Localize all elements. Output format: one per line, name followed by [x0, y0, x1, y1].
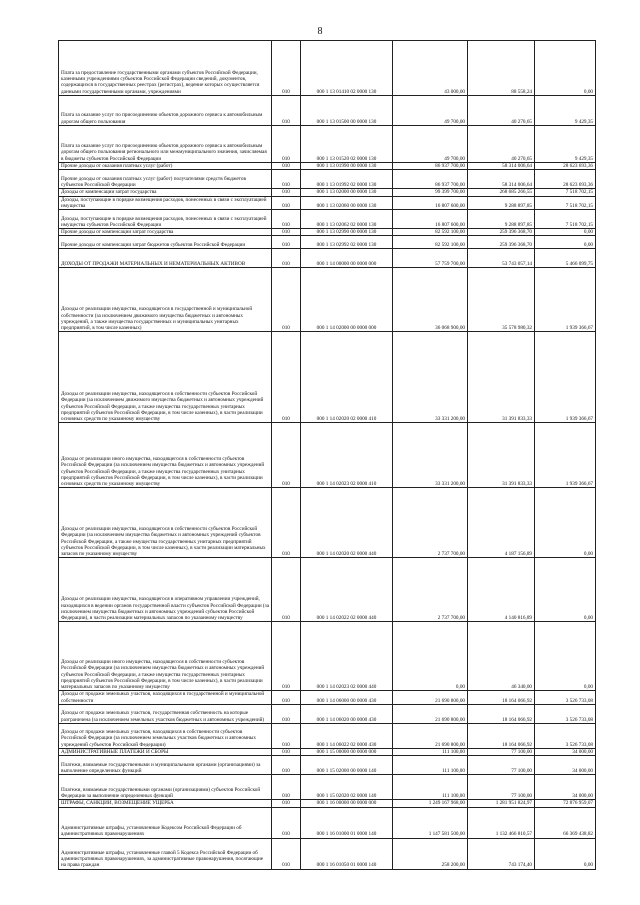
- row-approved: 111 100,00: [393, 756, 468, 775]
- row-approved: 21 690 800,00: [393, 705, 468, 724]
- row-executed: 46 340,00: [468, 622, 535, 691]
- row-name: Доходы от компенсации затрат государства: [59, 189, 272, 196]
- row-budget-code: 000 1 15 02000 00 0000 140: [301, 756, 393, 775]
- table-row: [59, 775, 596, 800]
- row-budget-code: 000 1 14 02023 02 0000 440: [301, 622, 393, 691]
- row-approved: 16 807 600,00: [393, 196, 468, 210]
- row-line-code: 010: [272, 558, 301, 622]
- row-unexecuted: 0,00: [535, 41, 596, 96]
- row-name: Плата за оказание услуг по присоединению объектов дорожного сервиса к автомобильным дорогам общего пользования регионального или межмуниципального значения, зачисляемая в бюджеты субъектов Российской Федерации: [59, 126, 272, 163]
- row-unexecuted: 3 526 733,08: [535, 724, 596, 749]
- row-unexecuted: 0,00: [535, 838, 596, 869]
- row-name: Прочие доходы от компенсации затрат бюджетов субъектов Российской Федерации: [59, 236, 272, 249]
- row-name: Доходы от реализации имущества, находящегося в государственной и муниципальной собственности (за исключением движимого имущества бюджетных и автономных учреждений, а также имущества государственных и муниципальных унитарных предприятий, в том числе казенных): [59, 268, 272, 332]
- row-budget-code: 000 1 13 02060 00 0000 130: [301, 196, 393, 210]
- row-name: Доходы от реализации иного имущества, находящегося в собственности субъектов Российской Федерации (за исключением имущества бюджетных и автономных учреждений субъектов Российской Федерации, а также имущества государственных унитарных предприятий субъектов Российской Федерации, в том числе казенных), в части реализации материальных запасов по указанному имуществу: [59, 622, 272, 691]
- row-executed: 18 164 066,92: [468, 691, 535, 705]
- row-unexecuted: 1 939 366,67: [535, 423, 596, 488]
- row-budget-code: 000 1 15 00000 00 0000 000: [301, 749, 393, 756]
- row-executed: 268 685 266,55: [468, 189, 535, 196]
- row-unexecuted: 0,00: [535, 229, 596, 236]
- row-name: Административные штрафы, установленные Кодексом Российской Федерации об административных правонарушениях: [59, 807, 272, 838]
- row-line-code: 010: [272, 96, 301, 126]
- row-executed: 259 396 368,70: [468, 229, 535, 236]
- row-line-code: 010: [272, 756, 301, 775]
- row-executed: 743 174,40: [468, 838, 535, 869]
- row-line-code: 010: [272, 229, 301, 236]
- row-budget-code: 000 1 13 02992 02 0000 130: [301, 236, 393, 249]
- row-executed: 31 391 833,33: [468, 332, 535, 423]
- row-executed: 18 164 066,92: [468, 705, 535, 724]
- row-line-code: 010: [272, 838, 301, 869]
- row-unexecuted: 66 369 438,82: [535, 807, 596, 838]
- row-line-code: 010: [272, 170, 301, 189]
- row-unexecuted: 34 000,00: [535, 756, 596, 775]
- row-approved: 111 100,00: [393, 749, 468, 756]
- row-executed: 40 270,65: [468, 96, 535, 126]
- row-executed: 9 288 897,85: [468, 196, 535, 210]
- row-unexecuted: 28 623 693,36: [535, 163, 596, 170]
- row-name: Доходы от реализации иного имущества, находящегося в собственности субъектов Российской Федерации (за исключением имущества бюджетных и автономных учреждений субъектов Российской Федерации, а также имущества государственных унитарных предприятий субъектов Российской Федерации, в том числе казенных), в части реализации основных средств по указанному имуществу: [59, 423, 272, 488]
- row-budget-code: 000 1 16 01000 01 0000 140: [301, 807, 393, 838]
- row-line-code: 010: [272, 800, 301, 807]
- table-row: [59, 189, 596, 196]
- table-row: [59, 236, 596, 249]
- row-budget-code: 000 1 13 02000 00 0000 130: [301, 189, 393, 196]
- row-budget-code: 000 1 16 00000 00 0000 000: [301, 800, 393, 807]
- row-line-code: 010: [272, 268, 301, 332]
- row-name: Доходы от продажи земельных участков, находящихся в собственности субъектов Российской Федерации (за исключением земельных участков бюджетных и автономных учреждений субъектов Российской Федерации): [59, 724, 272, 749]
- row-line-code: 010: [272, 189, 301, 196]
- row-line-code: 010: [272, 691, 301, 705]
- row-unexecuted: 1 939 366,67: [535, 268, 596, 332]
- row-executed: 1 132 466 810,57: [468, 807, 535, 838]
- table-row: [59, 229, 596, 236]
- row-name: Прочие доходы от оказания платных услуг (работ): [59, 163, 272, 170]
- row-unexecuted: 0,00: [535, 488, 596, 558]
- row-executed: 88 558,24: [468, 41, 535, 96]
- row-line-code: 010: [272, 724, 301, 749]
- row-approved: 82 592 100,00: [393, 236, 468, 249]
- row-approved: 99 399 700,00: [393, 189, 468, 196]
- row-approved: 36 068 900,00: [393, 268, 468, 332]
- row-name: ШТРАФЫ, САНКЦИИ, ВОЗМЕЩЕНИЕ УЩЕРБА: [59, 800, 272, 807]
- row-budget-code: 000 1 13 01410 02 0000 130: [301, 41, 393, 96]
- row-executed: 18 164 066,92: [468, 724, 535, 749]
- row-line-code: 010: [272, 423, 301, 488]
- row-unexecuted: 3 526 733,08: [535, 705, 596, 724]
- row-line-code: 010: [272, 210, 301, 229]
- row-approved: 33 331 200,00: [393, 423, 468, 488]
- table-row: [59, 332, 596, 423]
- row-unexecuted: 0,00: [535, 622, 596, 691]
- row-unexecuted: 1 939 366,67: [535, 332, 596, 423]
- row-unexecuted: 72 876 959,07: [535, 800, 596, 807]
- row-approved: 57 759 700,00: [393, 249, 468, 268]
- table-row: [59, 691, 596, 705]
- row-name: Платежи, взимаемые государственными и муниципальными органами (организациями) за выполнение определенных функций: [59, 756, 272, 775]
- row-approved: 43 000,00: [393, 41, 468, 96]
- row-budget-code: 000 1 14 02023 02 0000 410: [301, 423, 393, 488]
- table-row: [59, 838, 596, 869]
- table-row: [59, 268, 596, 332]
- row-name: Доходы от реализации имущества, находящегося в собственности субъектов Российской Федерации (за исключением имущества бюджетных и автономных учреждений субъектов Российской Федерации, а также имущества государственных унитарных предприятий субъектов Российской Федерации, в том числе казенных), в части реализации материальных запасов по указанному имуществу: [59, 488, 272, 558]
- row-budget-code: 000 1 13 02990 00 0000 130: [301, 229, 393, 236]
- row-budget-code: 000 1 14 02020 02 0000 410: [301, 332, 393, 423]
- row-approved: 49 700,00: [393, 96, 468, 126]
- row-approved: 1 249 167 968,00: [393, 800, 468, 807]
- table-row: [59, 210, 596, 229]
- table-row: [59, 705, 596, 724]
- table-row: [59, 41, 596, 96]
- row-line-code: 010: [272, 622, 301, 691]
- row-budget-code: 000 1 14 02020 02 0000 440: [301, 488, 393, 558]
- table-row: [59, 423, 596, 488]
- row-executed: 77 100,00: [468, 749, 535, 756]
- table-row: [59, 724, 596, 749]
- row-unexecuted: 9 429,35: [535, 126, 596, 163]
- row-line-code: 010: [272, 488, 301, 558]
- row-line-code: 010: [272, 807, 301, 838]
- table-row: [59, 756, 596, 775]
- table-row: [59, 96, 596, 126]
- row-budget-code: 000 1 13 01990 00 0000 130: [301, 163, 393, 170]
- row-name: Прочие доходы от оказания платных услуг (работ) получателями средств бюджетов субъектов Российской Федерации: [59, 170, 272, 189]
- budget-execution-table: [58, 40, 596, 870]
- row-executed: 58 314 006,64: [468, 170, 535, 189]
- row-executed: 77 100,00: [468, 756, 535, 775]
- row-line-code: 010: [272, 236, 301, 249]
- row-line-code: 010: [272, 749, 301, 756]
- table-row: [59, 170, 596, 189]
- row-unexecuted: 7 518 702,15: [535, 196, 596, 210]
- row-approved: 49 700,00: [393, 126, 468, 163]
- row-approved: 16 807 600,00: [393, 210, 468, 229]
- row-line-code: 010: [272, 196, 301, 210]
- row-unexecuted: 34 000,00: [535, 749, 596, 756]
- row-budget-code: 000 1 14 06020 00 0000 430: [301, 705, 393, 724]
- row-budget-code: 000 1 13 01992 02 0000 130: [301, 170, 393, 189]
- row-name: Административные штрафы, установленные главой 5 Кодекса Российской Федерации об административных правонарушениях, за административные правонарушения, посягающие на права граждан: [59, 838, 272, 869]
- table-row: [59, 163, 596, 170]
- row-approved: 82 592 100,00: [393, 229, 468, 236]
- row-unexecuted: 34 000,00: [535, 775, 596, 800]
- table-row: [59, 558, 596, 622]
- row-name: Доходы от реализации имущества, находящегося в оперативном управлении учреждений, находящихся в ведении органов государственной власти субъектов Российской Федерации (за исключением имущества бюджетных и автономных учреждений субъектов Российской Федерации), в части реализации материальных запасов по указанному имуществу: [59, 558, 272, 622]
- row-approved: 258 200,00: [393, 838, 468, 869]
- row-approved: 21 690 800,00: [393, 691, 468, 705]
- row-name: Доходы, поступающие в порядке возмещения расходов, понесенных в связи с эксплуатацией имущества: [59, 196, 272, 210]
- table-row: [59, 488, 596, 558]
- row-approved: 2 737 700,00: [393, 558, 468, 622]
- row-line-code: 010: [272, 332, 301, 423]
- row-line-code: 010: [272, 249, 301, 268]
- row-unexecuted: 0,00: [535, 236, 596, 249]
- row-name: Плата за предоставление государственными органами субъектов Российской Федерации, казенными учреждениями субъектов Российской Федерации сведений, документов, содержащихся в государственных реестрах (регистрах), ведение которых осуществляется данными государственными органами, учреждениями: [59, 41, 272, 96]
- row-name: Прочие доходы от компенсации затрат государства: [59, 229, 272, 236]
- row-name: Доходы от продажи земельных участков, государственная собственность на которые разграничена (за исключением земельных участков бюджетных и автономных учреждений): [59, 705, 272, 724]
- row-name: Доходы, поступающие в порядке возмещения расходов, понесенных в связи с эксплуатацией имущества субъектов Российской Федерации: [59, 210, 272, 229]
- row-unexecuted: 7 518 702,15: [535, 189, 596, 196]
- row-approved: 86 937 700,00: [393, 163, 468, 170]
- row-budget-code: 000 1 16 01050 01 0000 140: [301, 838, 393, 869]
- row-budget-code: 000 1 14 02022 02 0000 440: [301, 558, 393, 622]
- row-approved: 0,00: [393, 622, 468, 691]
- table-row: [59, 126, 596, 163]
- row-budget-code: 000 1 14 06000 00 0000 430: [301, 691, 393, 705]
- row-approved: 86 937 700,00: [393, 170, 468, 189]
- row-approved: 21 690 800,00: [393, 724, 468, 749]
- row-budget-code: 000 1 14 02000 00 0000 000: [301, 268, 393, 332]
- page-number: 8: [317, 26, 323, 37]
- row-name: Доходы от реализации имущества, находящегося в собственности субъектов Российской Федерации (за исключением движимого имущества бюджетных и автономных учреждений субъектов Российской Федерации, а также имущества государственных унитарных предприятий субъектов Российской Федерации, в том числе казенных), в части реализации основных средств по указанному имуществу: [59, 332, 272, 423]
- row-unexecuted: 5 466 099,75: [535, 249, 596, 268]
- row-approved: 111 100,00: [393, 775, 468, 800]
- row-budget-code: 000 1 15 02020 02 0000 140: [301, 775, 393, 800]
- row-name: Плата за оказание услуг по присоединению объектов дорожного сервиса к автомобильным дорогам общего пользования: [59, 96, 272, 126]
- row-unexecuted: 9 429,35: [535, 96, 596, 126]
- row-budget-code: 000 1 13 01500 00 0000 130: [301, 96, 393, 126]
- row-budget-code: 000 1 14 06022 02 0000 430: [301, 724, 393, 749]
- row-approved: 1 147 581 500,00: [393, 807, 468, 838]
- row-line-code: 010: [272, 126, 301, 163]
- row-executed: 4 140 816,89: [468, 558, 535, 622]
- row-approved: 33 331 200,00: [393, 332, 468, 423]
- row-executed: 9 288 897,85: [468, 210, 535, 229]
- table-row: [59, 800, 596, 807]
- row-unexecuted: 3 526 733,08: [535, 691, 596, 705]
- row-unexecuted: 0,00: [535, 558, 596, 622]
- row-name: Доходы от продажи земельных участков, находящихся в государственной и муниципальной собственности: [59, 691, 272, 705]
- row-line-code: 010: [272, 163, 301, 170]
- row-executed: 35 578 980,32: [468, 268, 535, 332]
- row-line-code: 010: [272, 41, 301, 96]
- row-budget-code: 000 1 14 00000 00 0000 000: [301, 249, 393, 268]
- row-executed: 58 314 006,64: [468, 163, 535, 170]
- row-executed: 53 743 057,14: [468, 249, 535, 268]
- row-unexecuted: 28 623 693,36: [535, 170, 596, 189]
- table-row: [59, 807, 596, 838]
- row-name: Платежи, взимаемые государственными органами (организациями) субъектов Российской Федерации за выполнение определенных функций: [59, 775, 272, 800]
- table-row: [59, 196, 596, 210]
- row-executed: 77 100,00: [468, 775, 535, 800]
- row-executed: 259 396 368,70: [468, 236, 535, 249]
- row-budget-code: 000 1 13 02062 02 0000 130: [301, 210, 393, 229]
- table-row: [59, 749, 596, 756]
- row-name: АДМИНИСТРАТИВНЫЕ ПЛАТЕЖИ И СБОРЫ: [59, 749, 272, 756]
- row-budget-code: 000 1 13 01520 02 0000 130: [301, 126, 393, 163]
- row-line-code: 010: [272, 775, 301, 800]
- row-unexecuted: 7 518 702,15: [535, 210, 596, 229]
- row-approved: 2 737 700,00: [393, 488, 468, 558]
- row-executed: 31 391 833,33: [468, 423, 535, 488]
- row-name: ДОХОДЫ ОТ ПРОДАЖИ МАТЕРИАЛЬНЫХ И НЕМАТЕРИАЛЬНЫХ АКТИВОВ: [59, 249, 272, 268]
- table-row: [59, 249, 596, 268]
- row-executed: 40 270,65: [468, 126, 535, 163]
- row-line-code: 010: [272, 705, 301, 724]
- row-executed: 4 187 156,89: [468, 488, 535, 558]
- row-executed: 1 281 951 824,97: [468, 800, 535, 807]
- table-row: [59, 622, 596, 691]
